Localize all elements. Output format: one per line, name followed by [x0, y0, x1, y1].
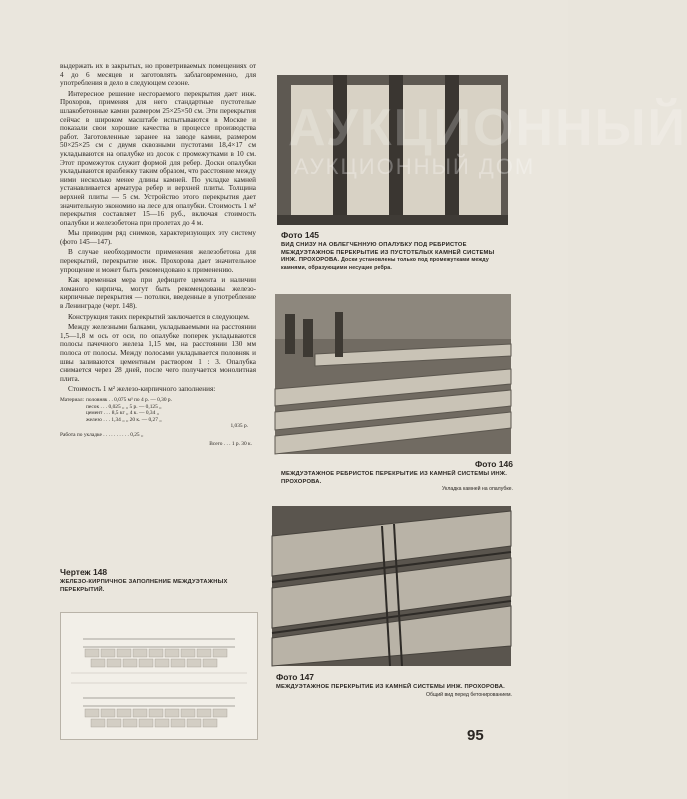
- paragraph: выдержать их в закрытых, но проветриваемых помещениях от 4 до 6 месяцев и заготовлять заблаговременно, для употребления в дело в следующем сезоне.: [60, 62, 256, 88]
- paragraph: Конструкция таких перекрытий заключается в следующем.: [68, 312, 250, 321]
- photo-caption: МЕЖДУЭТАЖНОЕ РЕБРИСТОЕ ПЕРЕКРЫТИЕ ИЗ КАМНЕЙ СИСТЕМЫ ИНЖ. ПРОХОРОВА.: [281, 471, 508, 485]
- photo-146: [275, 294, 511, 454]
- drawing-148: [60, 612, 258, 740]
- material-row: половняк . . 0,075 м³ по 4 р. — 0,30 р.: [86, 396, 172, 403]
- watermark-text: АУКЦИОННЫЙ ДОМ: [294, 154, 536, 179]
- laying-blocks-photo: [275, 294, 511, 454]
- watermark-text: АУКЦИОННЫЙ: [288, 99, 687, 157]
- photo-title: Фото 147: [276, 672, 315, 682]
- paragraph: В случае необходимости применения железобетона для перекрытий, перекрытие инж. Прохорова дает значительное упрощение и может быть рекомендовано к применению.: [60, 248, 256, 274]
- photo-note: Укладка камней на опалубке.: [441, 486, 513, 493]
- brick-filling-drawing: [61, 613, 257, 739]
- work-label: Работа по укладке . . . . . . . . . .: [60, 431, 129, 438]
- material-row: песок . . . 0,025 „ „ 5 р. — 0,125 „: [86, 403, 162, 410]
- material-row: железо . . . 1,34 „ „ 20 к. — 0,27 „: [86, 416, 162, 423]
- work-cost-row: [60, 432, 256, 439]
- materials-subtotal: 1,035 р.: [230, 423, 248, 430]
- material-row: цемент . . . 8,5 кг „ 4 к. — 0,34 „: [86, 410, 160, 417]
- drawing-148-caption: [60, 567, 260, 594]
- materials-label: Материал:: [60, 396, 85, 403]
- left-text-column: [60, 62, 256, 447]
- photo-note: Общий вид перед бетонированием.: [425, 691, 512, 698]
- paragraph: Как временная мера при дефиците цемента и наличии ломаного кирпича, могут быть рекомендованы железо-кирпичные перекрытия — потолки, введенные в употребление в Ленинграде (черт. 148).: [60, 276, 256, 311]
- reinforcement-photo: [272, 506, 511, 666]
- paragraph: Интересное решение несгораемого перекрытия дает инж. Прохоров, применяя для него стандартные пустотелые шлакобетонные камни размером 25×25×50 см. Эти перекрытия сейчас в широком масштабе испытываются в Москве и показали свои хорошие качества в процессе производства работ. Заготовленные заранее на заводе камни, размером 50×25×25 см с двумя сквозными пустотами 18,4×17 см укладываются на опалубке из досок с промежутками в 10 см. Этот промежуток служит формой для ребер. Доски опалубки укладываются вразбежку таким образом, что расстояние между ними несколько менее длины камней. По укладке камней устанавливается арматура ребер и верхней плиты. Толщина верхней плиты — 5 см. Устройство этого перекрытия дает значительную экономию на лесе для опалубки. Стоимость 1 м² перекрытия составляет 15—16 руб., включая стоимость опалубки и железобетона при пролетах до 4 м.: [60, 89, 256, 227]
- drawing-title: Чертеж 148: [60, 567, 108, 577]
- work-value: 0,25 „: [130, 431, 144, 438]
- paragraph: Мы приводим ряд снимков, характеризующих эту систему (фото 145—147).: [60, 229, 256, 246]
- photo-147-caption: [276, 672, 512, 698]
- total-cost: Всего . . . 1 р. 30 к.: [209, 440, 252, 447]
- drawing-caption: ЖЕЛЕЗО-КИРПИЧНОЕ ЗАПОЛНЕНИЕ МЕЖДУЭТАЖНЫХ ПЕРЕКРЫТИЙ.: [60, 579, 228, 593]
- formwork-photo: [277, 75, 508, 225]
- photo-147: [272, 506, 511, 666]
- paragraph: Стоимость 1 м² железо-кирпичного заполнения:: [68, 385, 216, 394]
- photo-caption: МЕЖДУЭТАЖНОЕ ПЕРЕКРЫТИЕ ИЗ КАМНЕЙ СИСТЕМЫ ИНЖ. ПРОХОРОВА.: [276, 684, 505, 690]
- materials-cost-table: [60, 397, 256, 423]
- photo-caption: ВИД СНИЗУ НА ОБЛЕГЧЕННУЮ ОПАЛУБКУ ПОД РЕБРИСТОЕ МЕЖДУЭТАЖНОЕ ПЕРЕКРЫТИЕ ИЗ ПУСТОТЕЛЫХ КАМНЕЙ СИСТЕМЫ ИНЖ. ПРОХОРОВА. Доски установлены только под промежутками между камнями, образующими несущие ребра.: [281, 242, 495, 271]
- photo-title: Фото 146: [474, 459, 513, 469]
- photo-145-caption: [281, 230, 511, 272]
- photo-146-caption: [281, 459, 513, 492]
- paragraph: Между железными балками, укладываемыми на расстоянии 1,5—1,8 м ось от оси, по опалубке поперек укладываются полосы пачечного железа 1,15 мм, на расстоянии 130 мм полоса от полосы. Между полосами укладывается половняк и швы заливаются цементным раствором 1 : 3. Опалубка снимается через 28 дней, после чего получается монолитная плита.: [60, 323, 256, 383]
- page-number: 95: [467, 727, 484, 744]
- photo-title: Фото 145: [281, 230, 320, 240]
- photo-145: [277, 75, 508, 225]
